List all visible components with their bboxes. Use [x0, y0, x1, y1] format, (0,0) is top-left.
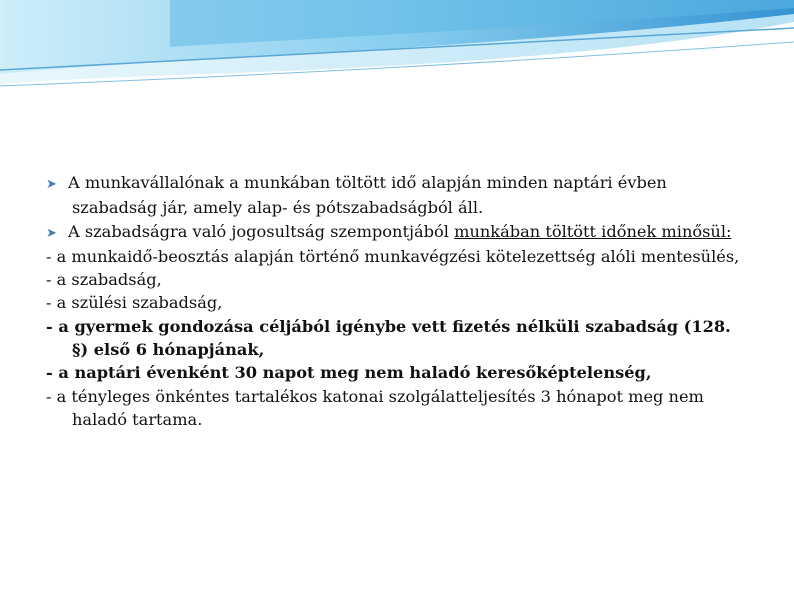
bullet-1-line-2: szabadság jár, amely alap- és pótszabadságból áll. — [72, 198, 484, 218]
arrow-bullet-icon: ➤ — [46, 225, 57, 241]
dash-item-6: - a tényleges önkéntes tartalékos katonai szolgálatteljesítés 3 hónapot meg nem haladó tartama. — [46, 386, 704, 429]
header-wave-decoration — [0, 0, 794, 110]
dash-item-1: - a munkaidő-beosztás alapján történő munkavégzési kötelezettség alóli mentesülés, — [46, 246, 740, 266]
dash-item-4: - a gyermek gondozása céljából igénybe vett fizetés nélküli szabadság (128. §) első 6 hónapjának, — [46, 316, 731, 360]
dash-item-3: - a szülési szabadság, — [46, 293, 223, 313]
arrow-bullet-icon: ➤ — [46, 177, 57, 192]
bullet-paragraph-2 — [46, 220, 746, 245]
bullet-2-underlined-text: munkában töltött időnek minősül: — [454, 221, 732, 241]
bullet-1-line-1: A munkavállalónak a munkában töltött idő alapján minden naptári évben — [68, 173, 667, 192]
bullet-paragraph-1 — [46, 171, 746, 220]
slide-body — [46, 171, 746, 431]
bullet-2-text: A szabadságra való jogosultság szempontjából — [68, 221, 449, 241]
dash-item-5: - a naptári évenként 30 napot meg nem haladó keresőképtelenség, — [46, 363, 652, 383]
dash-item-2: - a szabadság, — [46, 270, 162, 290]
